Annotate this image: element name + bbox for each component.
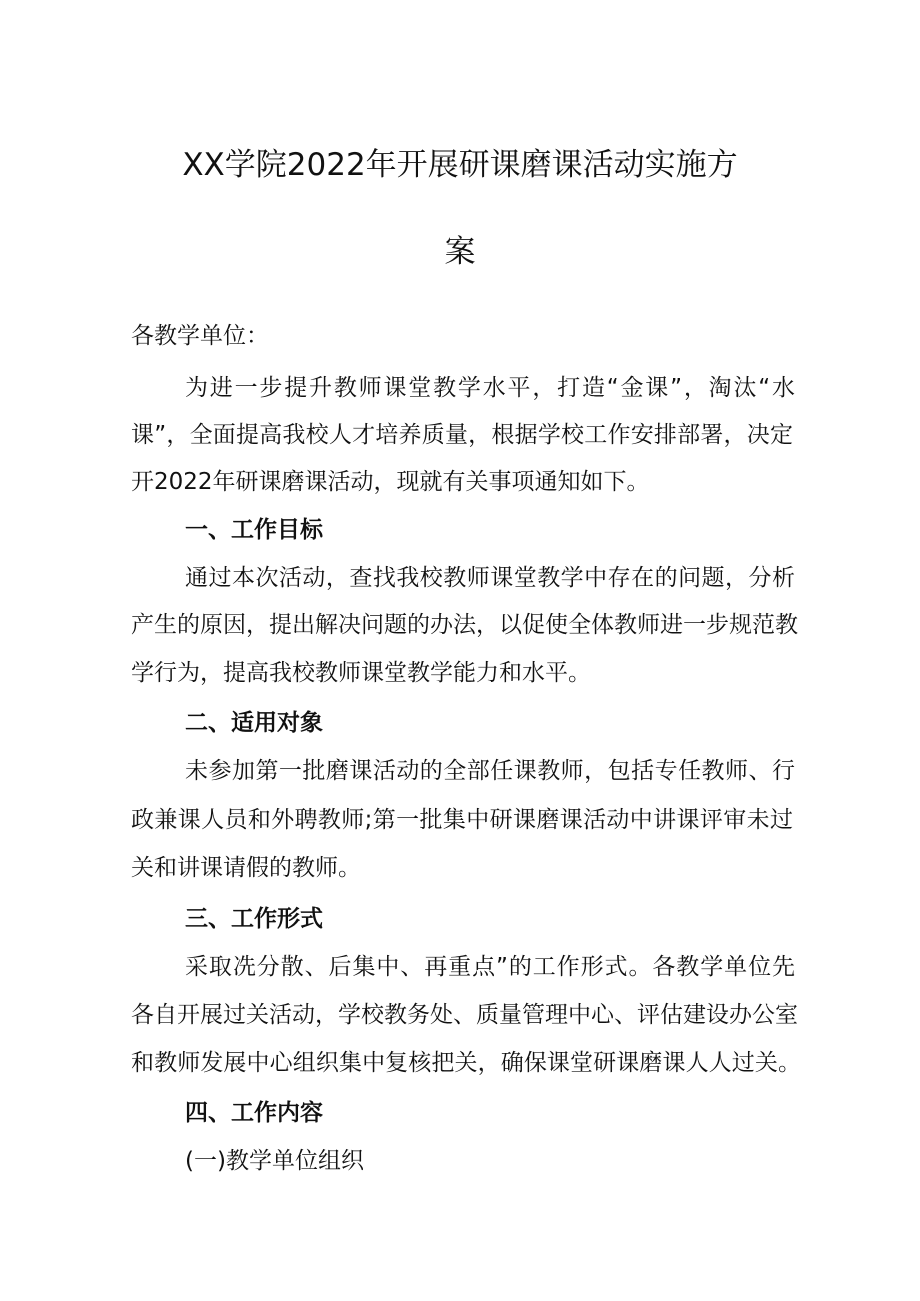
section-1-line-3: 学行为，提高我校教师课堂教学能力和水平。 bbox=[131, 660, 591, 686]
section-2-line-1: 未参加第一批磨课活动的全部任课教师，包括专任教师、行 bbox=[185, 758, 795, 784]
section-heading-1: 一、工作目标 bbox=[185, 517, 323, 543]
intro-line-1: 为进一步提升教师课堂教学水平，打造“金课”，淘汰“水 bbox=[185, 375, 795, 401]
intro-line-2: 课”，全面提高我校人才培养质量，根据学校工作安排部署，决定 bbox=[131, 422, 793, 448]
section-3-line-2: 各自开展过关活动，学校教务处、质量管理中心、评估建设办公室 bbox=[131, 1002, 798, 1028]
section-4-line-1: (一)教学单位组织 bbox=[185, 1148, 364, 1174]
section-1-line-2: 产生的原因，提出解决问题的办法，以促使全体教师进一步规范教 bbox=[131, 612, 798, 638]
document-title-line-2: 案 bbox=[444, 234, 476, 270]
section-2-line-2: 政兼课人员和外聘教师;第一批集中研课磨课活动中讲课评审未过 bbox=[131, 807, 793, 833]
section-heading-4: 四、工作内容 bbox=[185, 1100, 323, 1126]
section-1-line-1: 通过本次活动，查找我校教师课堂教学中存在的问题，分析 bbox=[185, 565, 795, 591]
section-heading-2: 二、适用对象 bbox=[185, 710, 323, 736]
section-3-line-3: 和教师发展中心组织集中复核把关，确保课堂研课磨课人人过关。 bbox=[131, 1050, 801, 1076]
section-heading-3: 三、工作形式 bbox=[185, 906, 323, 932]
salutation: 各教学单位： bbox=[131, 323, 269, 349]
intro-line-3: 开2022年研课磨课活动，现就有关事项通知如下。 bbox=[131, 469, 650, 495]
section-3-line-1: 采取冼分散、后集中、再重点”的工作形式。各教学单位先 bbox=[185, 954, 795, 980]
document-title-line-1: XX学院2022年开展研课磨课活动实施方 bbox=[182, 147, 738, 183]
section-2-line-3: 关和讲课请假的教师。 bbox=[131, 855, 361, 881]
